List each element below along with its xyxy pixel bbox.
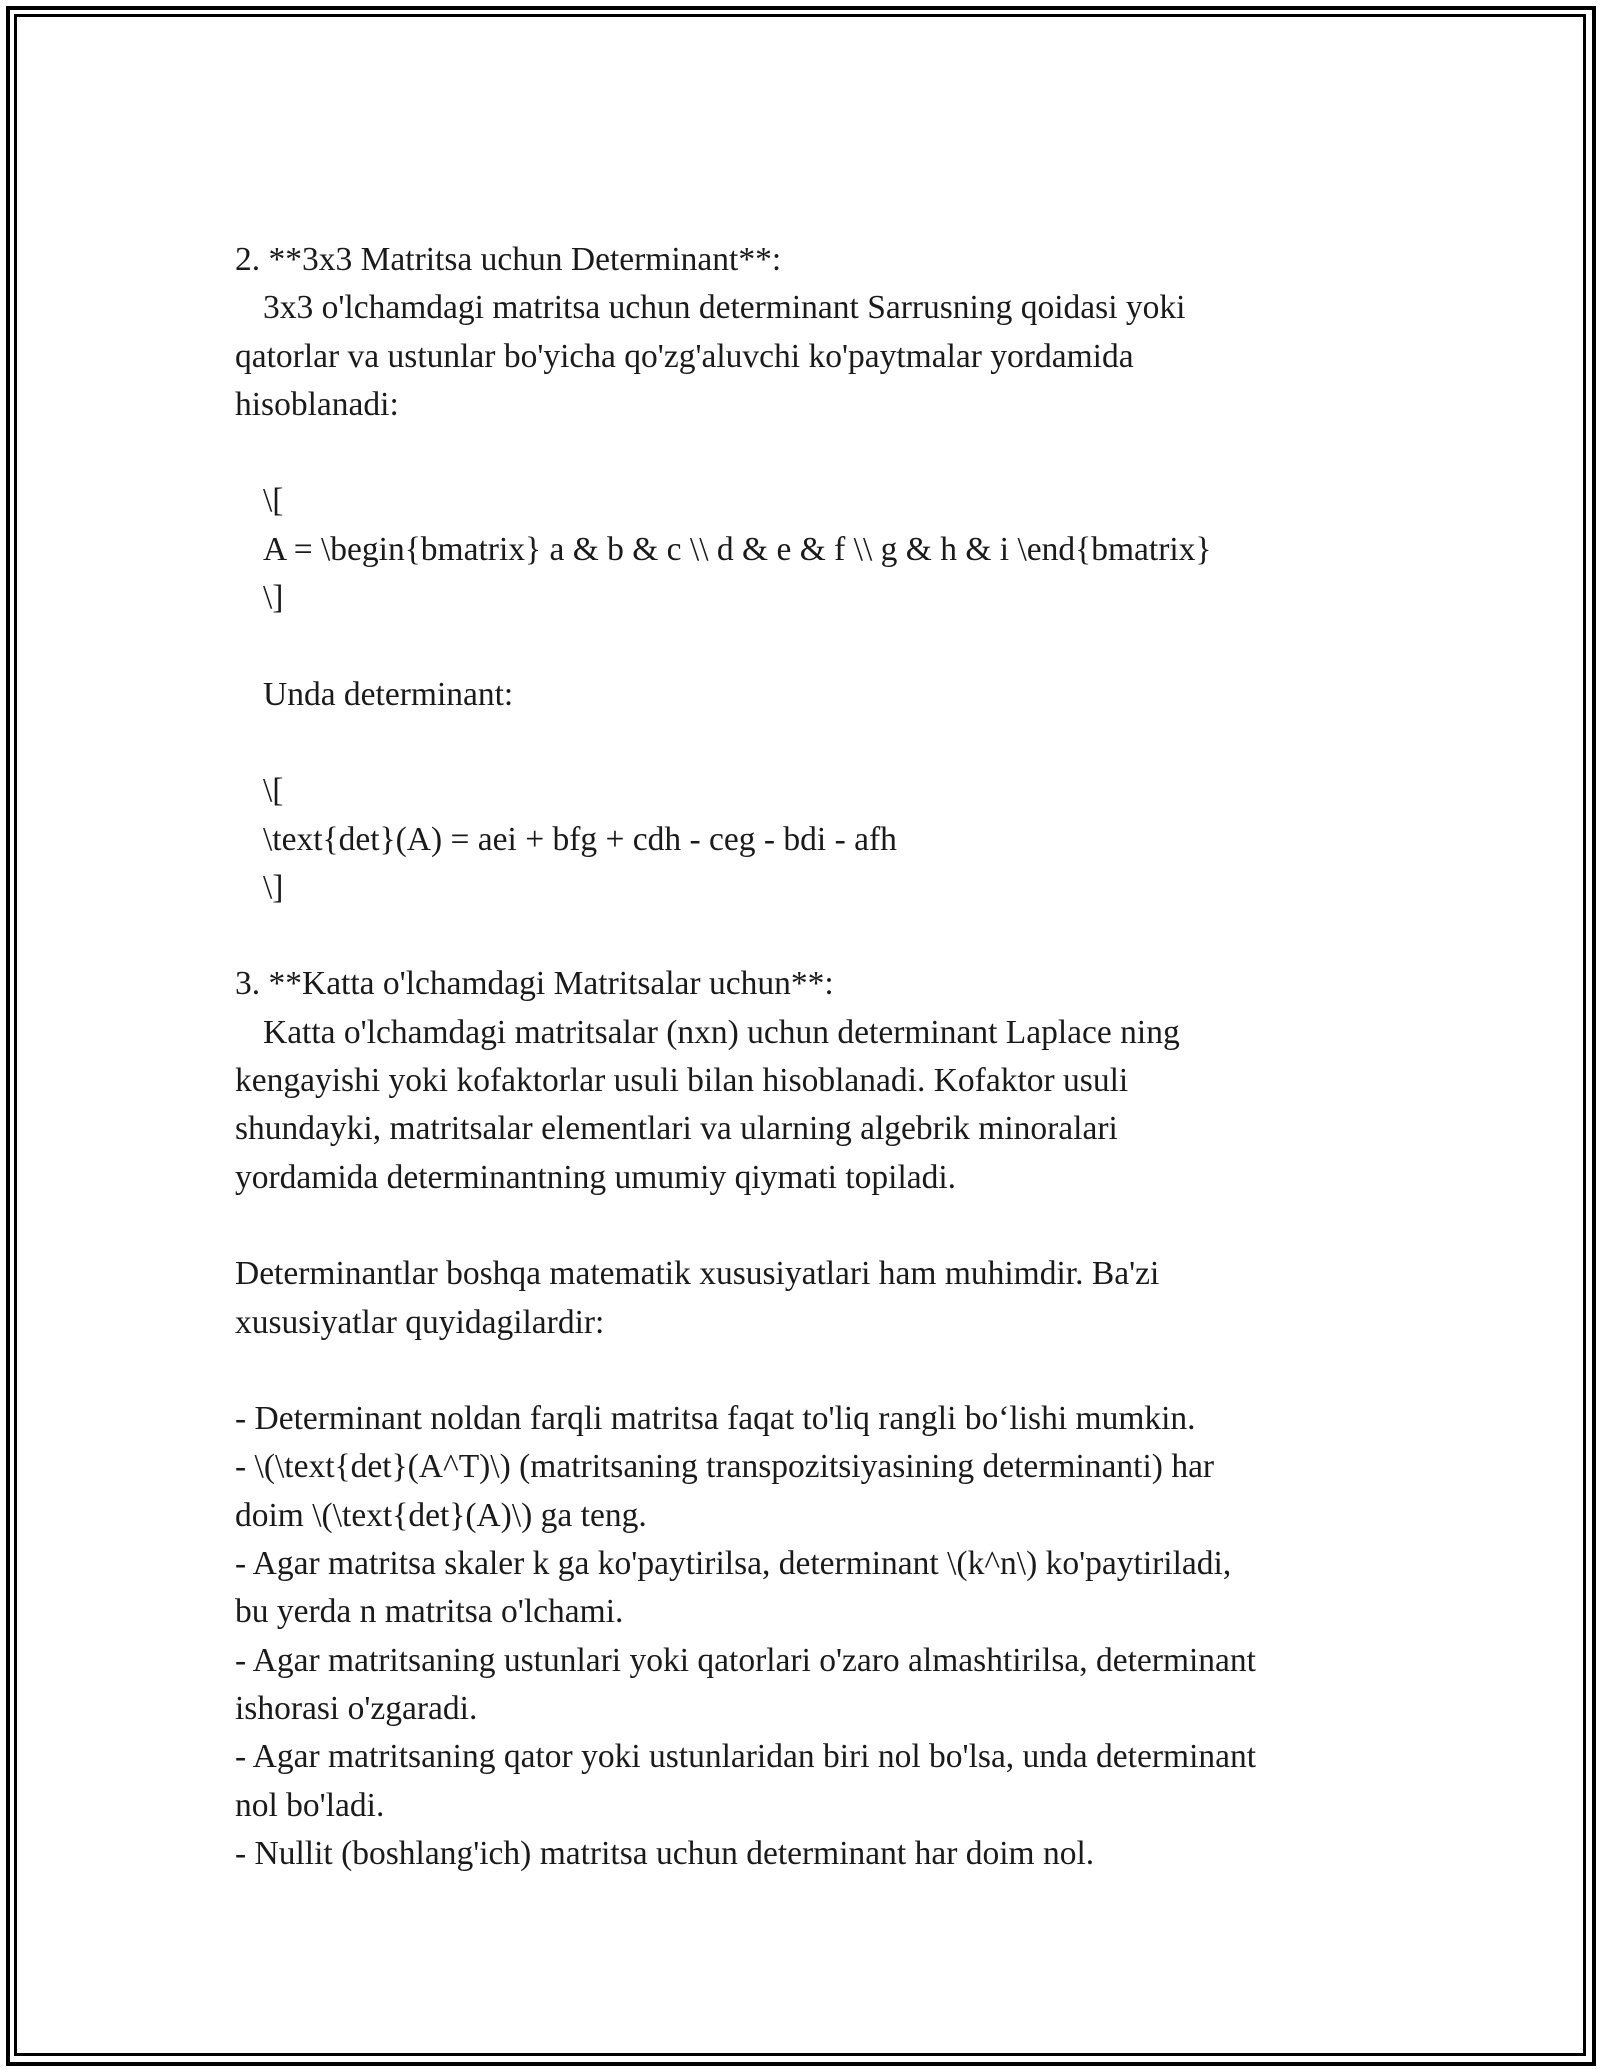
spacer (235, 1347, 1375, 1395)
unda-determinant-label: Unda determinant: (263, 675, 514, 713)
section-3-paragraph-line: Katta o'lchamdagi matritsalar (nxn) uchun determinant Laplace ning (263, 1013, 1180, 1051)
spacer (235, 912, 1375, 960)
section-3-paragraph-line: yordamida determinantning umumiy qiymati topiladi. (235, 1158, 957, 1196)
property-line: - Determinant noldan farqli matritsa faqat to'liq rangli bo‘lishi mumkin. (235, 1400, 1196, 1438)
spacer (235, 429, 1375, 477)
properties-intro-line: Determinantlar boshqa matematik xususiyatlari ham muhimdir. Ba'zi (235, 1255, 1160, 1293)
section-2-paragraph-line: 3x3 o'lchamdagi matritsa uchun determinant Sarrusning qoidasi yoki (263, 289, 1186, 327)
section-3-paragraph-line: shundayki, matritsalar elementlari va ularning algebrik minoralari (235, 1110, 1118, 1148)
section-3-heading: 3. **Katta o'lchamdagi Matritsalar uchun**: (235, 965, 834, 1003)
section-2-paragraph-line: hisoblanadi: (235, 385, 399, 423)
properties-intro-line: xususiyatlar quyidagilardir: (235, 1303, 605, 1341)
spacer (235, 1202, 1375, 1250)
property-line: - Agar matritsa skaler k ga ko'paytirilsa, determinant \(k^n\) ko'paytiriladi, (235, 1545, 1232, 1583)
spacer (235, 719, 1375, 767)
property-line: nol bo'ladi. (235, 1786, 385, 1824)
property-line: - \(\text{det}(A^T)\) (matritsaning transpozitsiyasining determinanti) har (235, 1448, 1215, 1486)
property-line: ishorasi o'zgaradi. (235, 1689, 478, 1727)
document-body (235, 236, 1375, 1878)
section-2-heading: 2. **3x3 Matritsa uchun Determinant**: (235, 241, 782, 278)
section-2-paragraph-line: qatorlar va ustunlar bo'yicha qo'zg'aluvchi ko'paytmalar yordamida (235, 337, 1134, 375)
spacer (235, 622, 1375, 670)
math-block-close: \] (263, 579, 284, 617)
property-line: - Nullit (boshlang'ich) matritsa uchun determinant har doim nol. (235, 1834, 1095, 1872)
math-block-open: \[ (263, 772, 284, 810)
property-line: - Agar matritsaning ustunlari yoki qatorlari o'zaro almashtirilsa, determinant (235, 1641, 1256, 1679)
math-block-close: \] (263, 868, 284, 906)
property-line: - Agar matritsaning qator yoki ustunlaridan biri nol bo'lsa, unda determinant (235, 1738, 1257, 1776)
matrix-definition: A = \begin{bmatrix} a & b & c \\ d & e & f \\ g & h & i \end{bmatrix} (263, 530, 1212, 568)
property-line: doim \(\text{det}(A)\) ga teng. (235, 1496, 647, 1534)
math-block-open: \[ (263, 482, 284, 520)
section-3-paragraph-line: kengayishi yoki kofaktorlar usuli bilan hisoblanadi. Kofaktor usuli (235, 1062, 1129, 1100)
determinant-formula: \text{det}(A) = aei + bfg + cdh - ceg - bdi - afh (263, 820, 897, 858)
property-line: bu yerda n matritsa o'lchami. (235, 1593, 624, 1631)
